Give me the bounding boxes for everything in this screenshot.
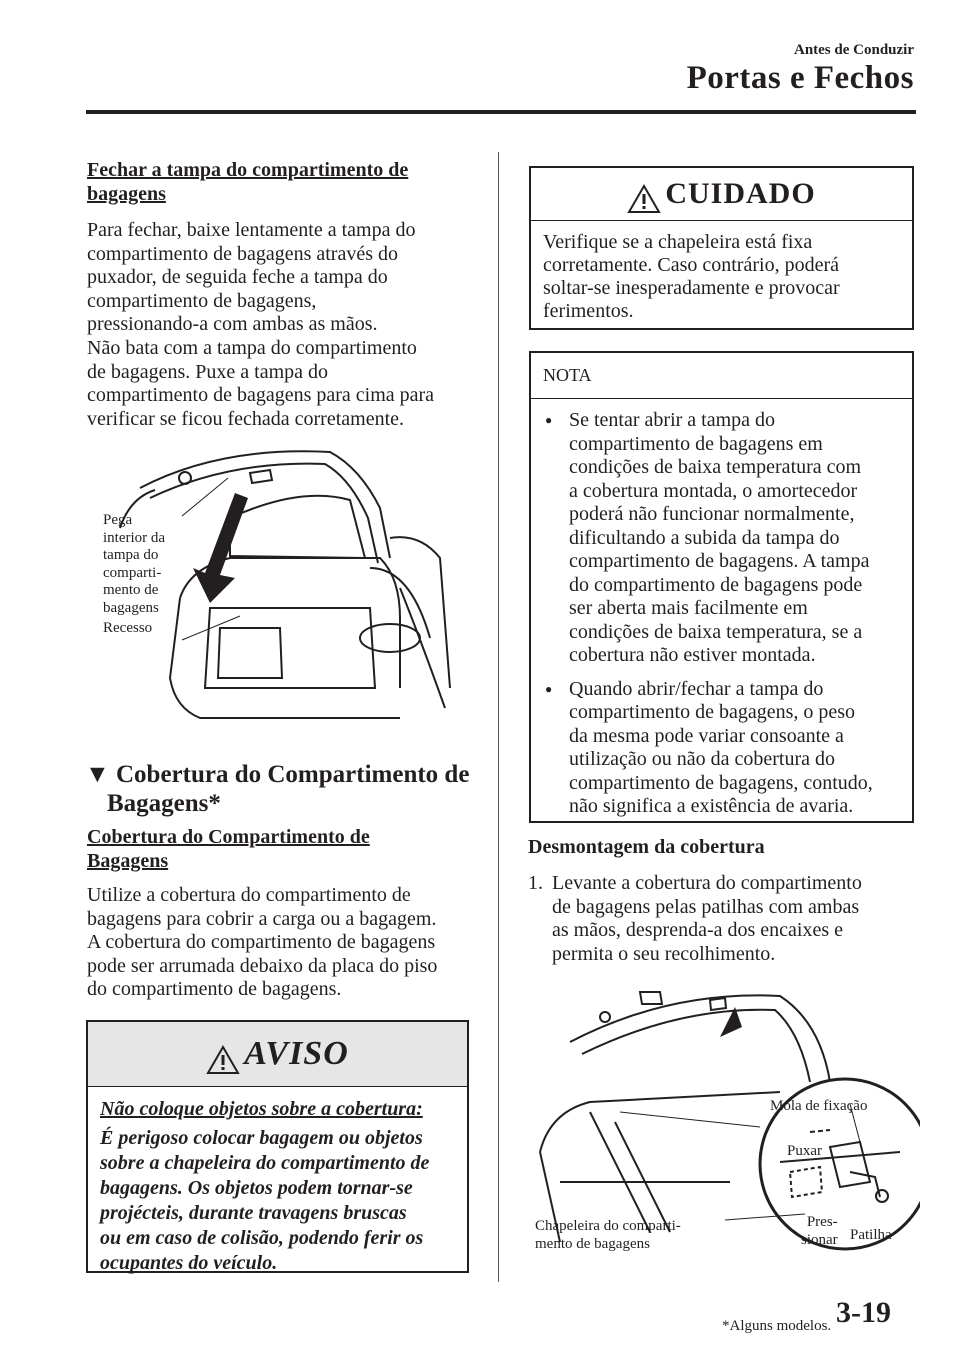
chapter-title: Antes de Conduzir — [793, 42, 914, 58]
close-text — [87, 219, 487, 431]
note-line: da mesma pode variar consoante a — [569, 724, 844, 747]
close-text-line: verificar se ficou fechada corretamente. — [87, 407, 405, 430]
note-line: compartimento de bagagens, contudo, — [569, 771, 873, 794]
label-recesso: Recesso — [103, 620, 153, 636]
close-heading: Fechar a tampa do compartimento de bagagens — [87, 159, 409, 205]
label-pressionar-line: Pres- — [806, 1214, 838, 1230]
close-text-line: de bagagens. Puxe a tampa do — [87, 360, 329, 383]
caution-box — [529, 166, 914, 330]
label-chapeleira-line: Chapeleira do comparti- — [535, 1218, 681, 1234]
note-title: NOTA — [543, 365, 592, 385]
cover-text-line: bagagens para cobrir a carga ou a bagagem. — [87, 907, 437, 930]
triangle-down-icon: ▼ — [85, 761, 110, 788]
close-text-line: pressionando-a com ambas as mãos. — [87, 313, 378, 336]
caution-icon — [627, 184, 661, 214]
caution-title: CUIDADO — [665, 177, 816, 210]
close-text-line: Não bata com a tampa do compartimento — [87, 336, 417, 359]
cover-text-line: Utilize a cobertura do compartimento de — [87, 884, 411, 906]
bullet-icon: ● — [545, 681, 553, 696]
caution-header — [531, 168, 912, 221]
removal-step — [528, 872, 918, 966]
close-text-line: compartimento de bagagens para cima para — [87, 384, 435, 407]
note-line: Quando abrir/fechar a tampa do — [569, 677, 824, 700]
cover-text-line: pode ser arrumada debaixo da placa do piso — [87, 954, 438, 977]
note-line: utilização ou não da cobertura do — [569, 748, 835, 770]
warning-line: É perigoso colocar bagagem ou objetos — [100, 1127, 423, 1149]
label-mola: Mola de fixação — [770, 1098, 868, 1114]
warning-line: ou em caso de colisão, podendo ferir os — [100, 1227, 424, 1249]
note-line: Se tentar abrir a tampa do — [569, 409, 776, 431]
cover-subheading: Cobertura do Compartimento de Bagagens — [87, 826, 370, 872]
cover-text — [87, 884, 487, 1002]
note-line: compartimento de bagagens, o peso — [569, 701, 856, 723]
label-pressionar — [801, 1214, 838, 1249]
note-header — [531, 353, 912, 399]
cover-text-line: do compartimento de bagagens. — [87, 978, 342, 1001]
close-text-line: compartimento de bagagens através do — [87, 242, 398, 265]
caution-line: Verifique se a chapeleira está fixa — [543, 231, 813, 253]
note-line: poderá não funcionar normalmente, — [569, 503, 855, 525]
note-box — [529, 351, 914, 823]
label-pega: bagagens — [103, 599, 159, 616]
warning-body — [88, 1087, 467, 1276]
caution-line: ferimentos. — [543, 300, 634, 322]
removal-heading: Desmontagem da cobertura — [528, 836, 765, 858]
footnote: *Alguns modelos. — [722, 1318, 832, 1334]
page-number: 3-19 — [836, 1296, 891, 1329]
note-body — [531, 399, 912, 819]
note-line: condições de baixa temperatura com — [569, 456, 862, 478]
bullet-icon: ● — [545, 413, 553, 427]
warning-line: sobre a chapeleira do compartimento de — [100, 1152, 430, 1174]
caution-line: soltar-se inesperadamente e provocar — [543, 277, 840, 299]
note-line: compartimento de bagagens. A tampa — [569, 550, 870, 572]
warning-title: AVISO — [244, 1035, 349, 1072]
label-pega: tampa do — [103, 547, 159, 563]
step-line: Levante a cobertura do compartimento — [552, 872, 862, 894]
note-line: do compartimento de bagagens pode — [569, 573, 863, 596]
step-line: permita o seu recolhimento. — [552, 942, 776, 965]
warning-line: projécteis, durante travagens bruscas — [100, 1202, 407, 1224]
label-puxar: Puxar — [787, 1143, 822, 1159]
step-number: 1. — [528, 872, 543, 894]
label-patilha: Patilha — [850, 1227, 892, 1243]
label-pega: Pega — [103, 512, 133, 528]
warning-header — [88, 1022, 467, 1087]
note-line: dificultando a subida da tampa do — [569, 526, 840, 549]
label-pressionar-line: sionar — [801, 1231, 838, 1248]
header-rule — [86, 110, 916, 114]
label-pega: comparti- — [103, 564, 162, 581]
note-line: compartimento de bagagens em — [569, 432, 823, 455]
step-line: as mãos, desprenda-a dos encaixes e — [552, 919, 843, 942]
step-text — [528, 872, 918, 966]
label-pega: interior da — [103, 529, 166, 546]
figure1-labels — [103, 512, 165, 638]
note-line: ser aberta mais facilmente em — [569, 597, 808, 619]
warning-icon — [206, 1045, 240, 1075]
caution-line: corretamente. Caso contrário, poderá — [543, 254, 839, 276]
note-line: cobertura não estiver montada. — [569, 644, 816, 666]
note-line: a cobertura montada, o amortecedor — [569, 479, 858, 502]
cover-heading-line: Cobertura do Compartimento de — [116, 761, 470, 788]
label-chapeleira-line: mento de bagagens — [535, 1235, 650, 1252]
step-line: de bagagens pelas patilhas com ambas — [552, 895, 860, 918]
warning-line: ocupantes do veículo. — [100, 1252, 278, 1274]
note-item — [539, 409, 906, 668]
label-chapeleira — [535, 1218, 681, 1253]
cover-heading-line: Bagagens* — [107, 790, 221, 817]
caution-body — [531, 221, 912, 323]
label-pega: mento de — [103, 582, 159, 598]
cover-text-line: A cobertura do compartimento de bagagens — [87, 931, 436, 954]
note-item — [539, 678, 906, 819]
note-line: condições de baixa temperatura, se a — [569, 620, 863, 643]
warning-line: bagagens. Os objetos podem tornar-se — [100, 1177, 413, 1199]
note-line: não significa a existência de avaria. — [569, 795, 854, 817]
cover-heading — [85, 760, 485, 818]
close-text-line: Para fechar, baixe lentamente a tampa do — [87, 219, 416, 241]
warning-lead: Não coloque objetos sobre a cobertura: — [100, 1098, 423, 1120]
close-text-line: compartimento de bagagens, — [87, 289, 317, 312]
close-text-line: puxador, de seguida feche a tampa do — [87, 266, 388, 289]
warning-box — [86, 1020, 469, 1273]
section-title: Portas e Fechos — [686, 60, 914, 96]
column-divider — [498, 152, 499, 1282]
